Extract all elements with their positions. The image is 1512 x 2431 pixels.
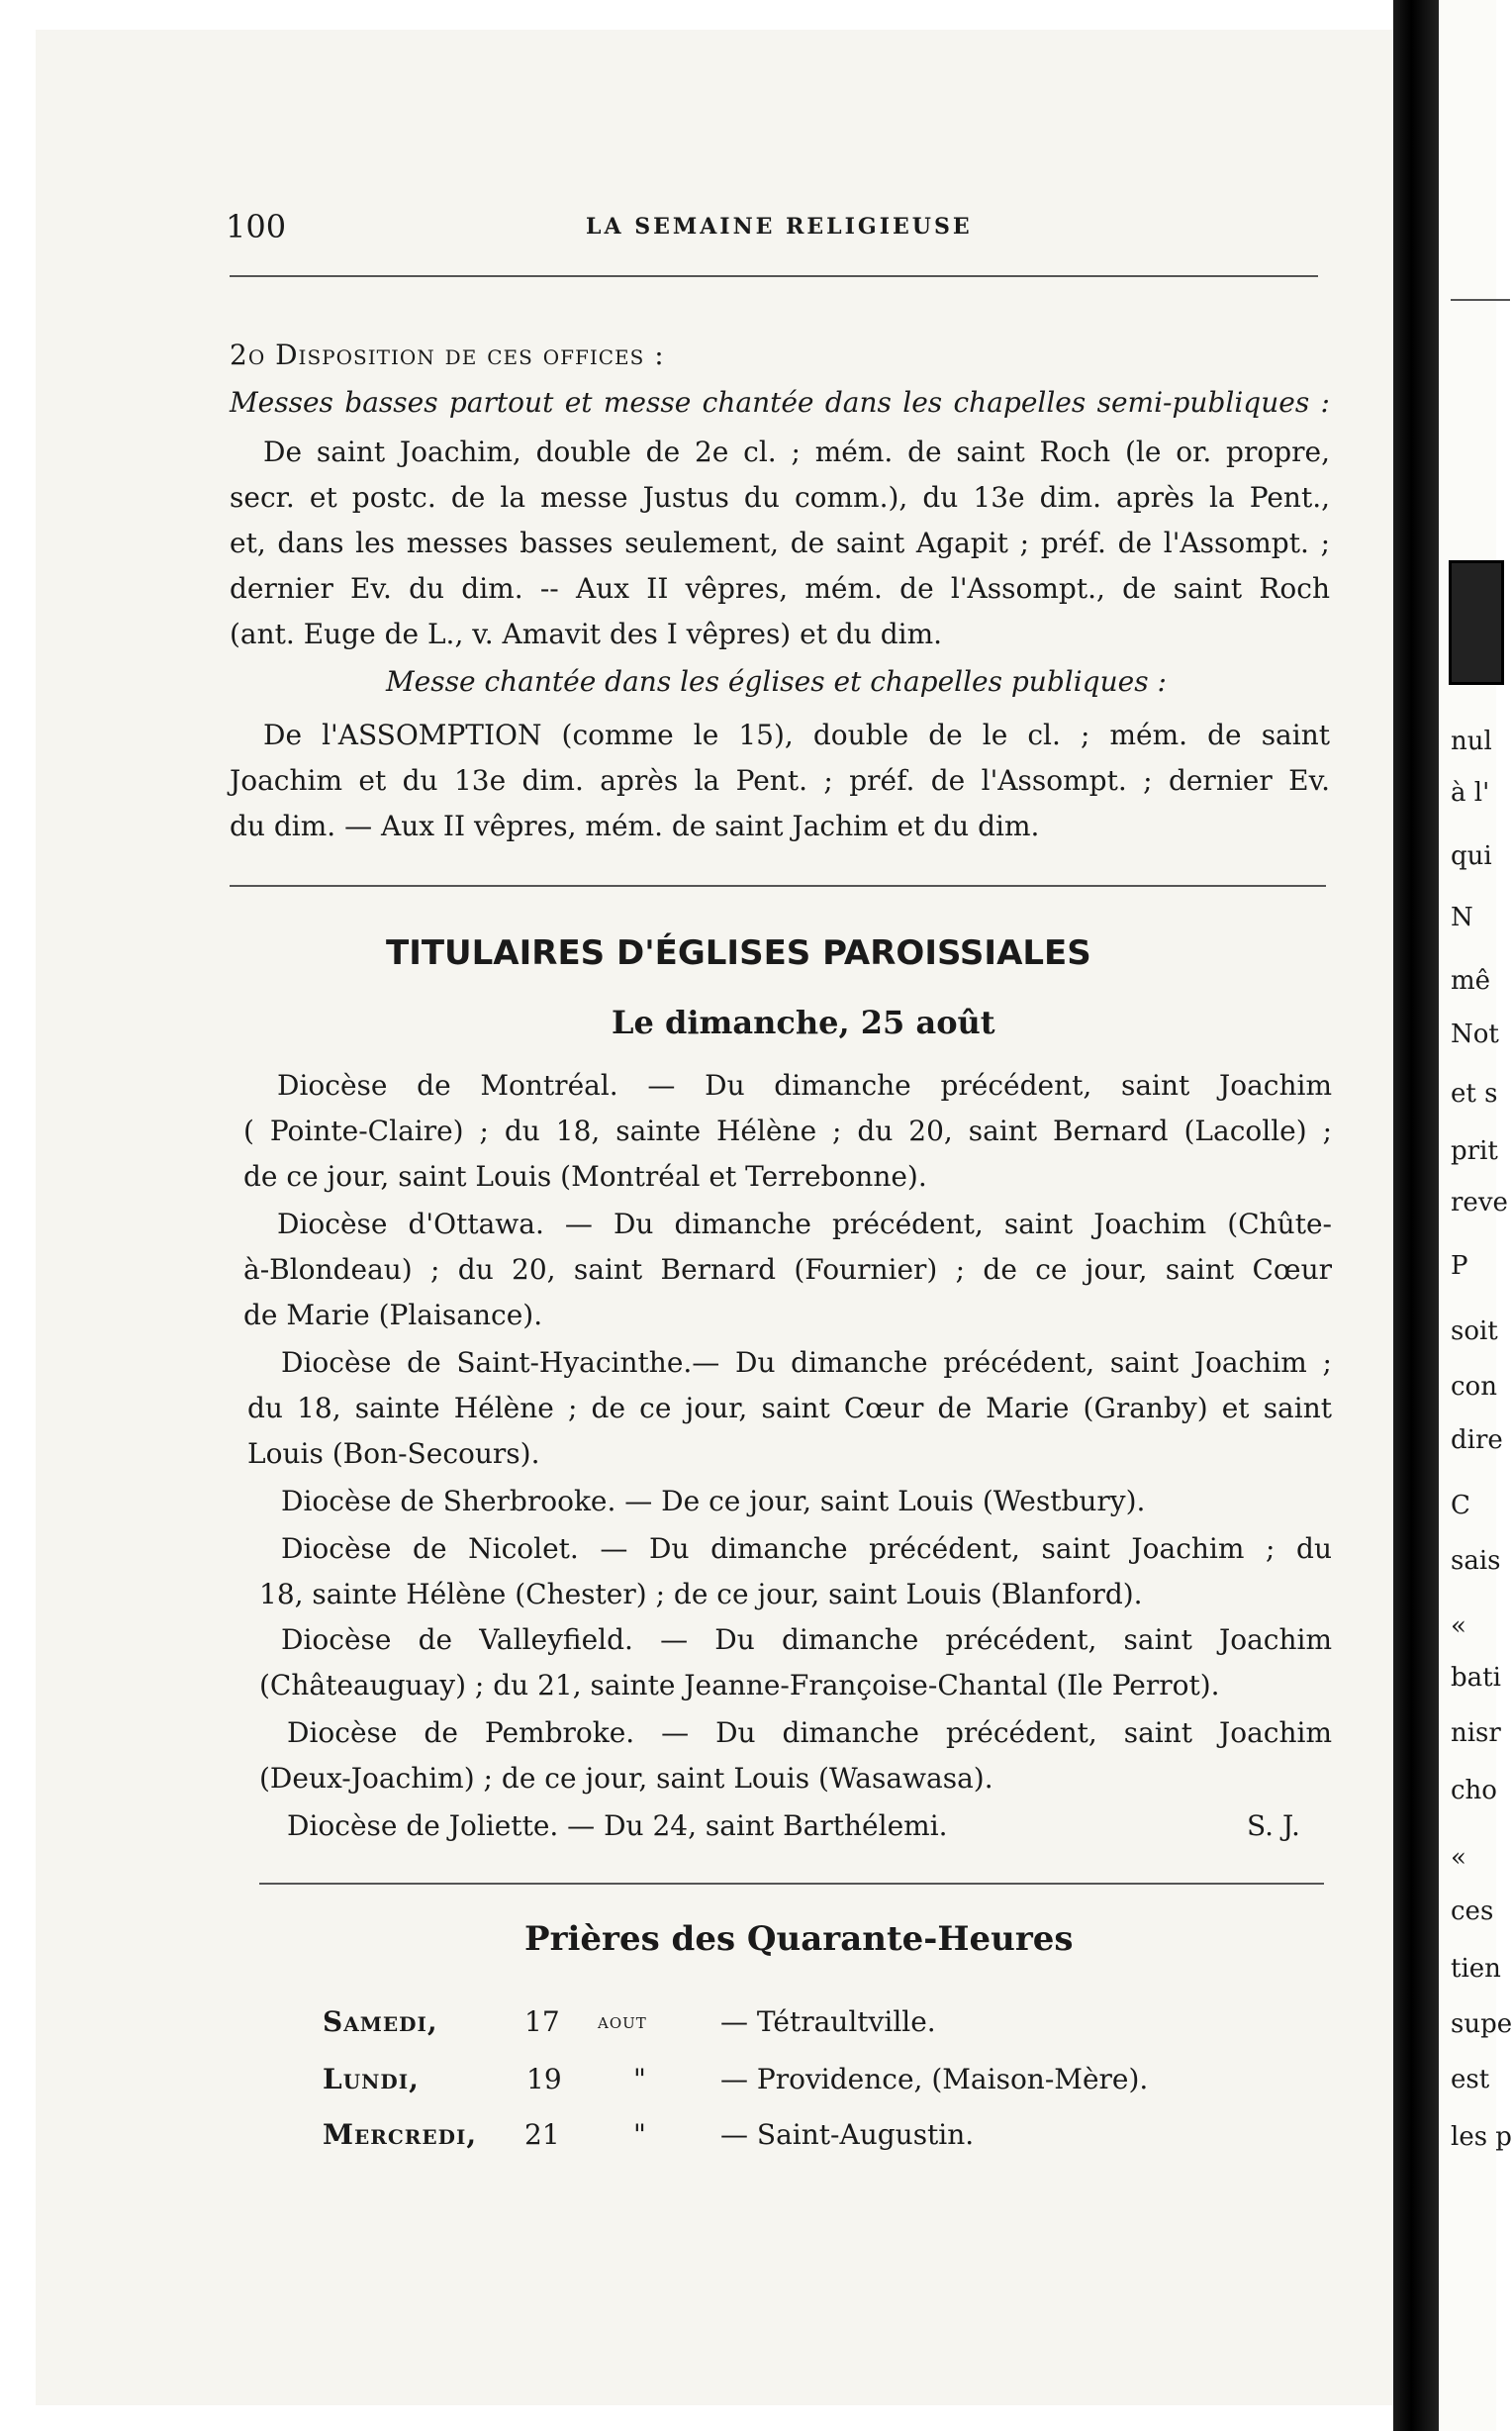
facing-line: dire	[1451, 1425, 1503, 1455]
prayer-place: — Providence, (Maison-Mère).	[720, 2063, 1149, 2095]
facing-line: les p	[1451, 2122, 1512, 2152]
section-title: TITULAIRES D'ÉGLISES PAROISSIALES	[386, 933, 1091, 973]
prayer-place: — Tétraultville.	[720, 2005, 936, 2038]
drop-cap-ornament	[1449, 560, 1504, 685]
facing-line: ces	[1451, 1896, 1494, 1926]
diocese-line: Diocèse d'Ottawa. — Du dimanche précédent, saint Joachim (Chûte-	[277, 1208, 1332, 1240]
facing-line: P	[1451, 1251, 1468, 1281]
facing-line: C	[1451, 1491, 1470, 1520]
facing-line: reve	[1451, 1188, 1508, 1217]
prayer-date: 19	[526, 2063, 562, 2095]
facing-line: et s	[1451, 1079, 1498, 1109]
diocese-line: à-Blondeau) ; du 20, saint Bernard (Fournier) ; de ce jour, saint Cœur	[243, 1253, 1332, 1286]
prayer-day: Mercredi,	[323, 2118, 478, 2151]
diocese-line: Louis (Bon-Secours).	[247, 1437, 540, 1470]
prayer-month: "	[633, 2118, 646, 2151]
facing-line: sais	[1451, 1546, 1501, 1576]
disposition-subheading: Messe chantée dans les églises et chapelles publiques :	[386, 665, 1167, 698]
prayer-month: aout	[598, 2009, 647, 2034]
facing-line: à l'	[1451, 778, 1490, 808]
diocese-line: Diocèse de Pembroke. — Du dimanche précédent, saint Joachim	[287, 1716, 1332, 1749]
diocese-line: de Marie (Plaisance).	[243, 1299, 543, 1331]
paragraph-line: Joachim et du 13e dim. après la Pent. ; préf. de l'Assompt. ; dernier Ev.	[230, 764, 1330, 797]
facing-line: nisr	[1451, 1718, 1501, 1748]
facing-line: con	[1451, 1372, 1497, 1402]
diocese-line: ( Pointe-Claire) ; du 18, sainte Hélène ; du 20, saint Bernard (Lacolle) ;	[243, 1115, 1332, 1147]
facing-line: supe	[1451, 2009, 1512, 2039]
paragraph-line: De saint Joachim, double de 2e cl. ; mém. de saint Roch (le or. propre,	[263, 436, 1330, 468]
diocese-line: Diocèse de Valleyfield. — Du dimanche précédent, saint Joachim	[281, 1623, 1332, 1656]
prayer-date: 21	[524, 2118, 560, 2151]
prayer-day: Lundi,	[323, 2063, 420, 2095]
diocese-line: (Deux-Joachim) ; de ce jour, saint Louis (Wasawasa).	[259, 1762, 993, 1795]
paragraph-line: secr. et postc. de la messe Justus du comm.), du 13e dim. après la Pent.,	[230, 481, 1330, 514]
section-rule	[230, 885, 1326, 887]
facing-line: est	[1451, 2065, 1490, 2094]
facing-line: soit	[1451, 1316, 1498, 1346]
disposition-heading: 2o Disposition de ces offices :	[230, 339, 665, 371]
facing-line: prit	[1451, 1136, 1498, 1166]
diocese-line: Diocèse de Montréal. — Du dimanche précédent, saint Joachim	[277, 1069, 1332, 1102]
paragraph-line: dernier Ev. du dim. -- Aux II vêpres, mém. de l'Assompt., de saint Roch	[230, 572, 1330, 605]
prayer-day: Samedi,	[323, 2005, 438, 2038]
facing-line: mê	[1451, 966, 1491, 996]
diocese-line: du 18, sainte Hélène ; de ce jour, saint Cœur de Marie (Granby) et saint	[247, 1392, 1332, 1424]
diocese-line: Diocèse de Sherbrooke. — De ce jour, saint Louis (Westbury).	[281, 1485, 1146, 1517]
prayers-title: Prières des Quarante-Heures	[524, 1919, 1074, 1959]
facing-line: N	[1451, 903, 1473, 932]
paragraph-line: De l'ASSOMPTION (comme le 15), double de le cl. ; mém. de saint	[263, 719, 1330, 751]
facing-line: «	[1451, 1843, 1466, 1873]
disposition-subheading: Messes basses partout et messe chantée dans les chapelles semi-publiques :	[230, 386, 1330, 419]
facing-line: nul	[1451, 727, 1492, 756]
paragraph-line: (ant. Euge de L., v. Amavit des I vêpres) et du dim.	[230, 618, 943, 650]
diocese-line: Diocèse de Saint-Hyacinthe.— Du dimanche précédent, saint Joachim ;	[281, 1346, 1332, 1379]
facing-line: cho	[1451, 1776, 1497, 1805]
facing-line: bati	[1451, 1663, 1501, 1693]
facing-page-rule	[1451, 299, 1510, 301]
running-title: LA SEMAINE RELIGIEUSE	[586, 214, 973, 240]
facing-line: Not	[1451, 1020, 1499, 1049]
signature: S. J.	[1247, 1809, 1300, 1842]
facing-line: «	[1451, 1611, 1466, 1641]
diocese-line: de ce jour, saint Louis (Montréal et Terrebonne).	[243, 1160, 927, 1193]
prayer-date: 17	[524, 2005, 560, 2038]
facing-line: qui	[1451, 841, 1492, 871]
diocese-line: 18, sainte Hélène (Chester) ; de ce jour, saint Louis (Blanford).	[259, 1578, 1143, 1610]
section-subtitle: Le dimanche, 25 août	[612, 1004, 995, 1041]
prayer-month: "	[633, 2063, 646, 2095]
paragraph-line: et, dans les messes basses seulement, de saint Agapit ; préf. de l'Assompt. ;	[230, 527, 1330, 559]
header-rule	[230, 275, 1318, 277]
book-spine	[1393, 0, 1439, 2431]
page-number: 100	[226, 208, 287, 245]
diocese-line: Diocèse de Joliette. — Du 24, saint Barthélemi.	[287, 1809, 948, 1842]
paragraph-line: du dim. — Aux II vêpres, mém. de saint Jachim et du dim.	[230, 810, 1040, 842]
facing-line: tien	[1451, 1954, 1501, 1984]
prayer-place: — Saint-Augustin.	[720, 2118, 975, 2151]
facing-page	[1439, 0, 1512, 2431]
diocese-line: (Châteauguay) ; du 21, sainte Jeanne-Françoise-Chantal (Ile Perrot).	[259, 1669, 1220, 1702]
diocese-line: Diocèse de Nicolet. — Du dimanche précédent, saint Joachim ; du	[281, 1532, 1332, 1565]
section-rule	[259, 1883, 1324, 1885]
